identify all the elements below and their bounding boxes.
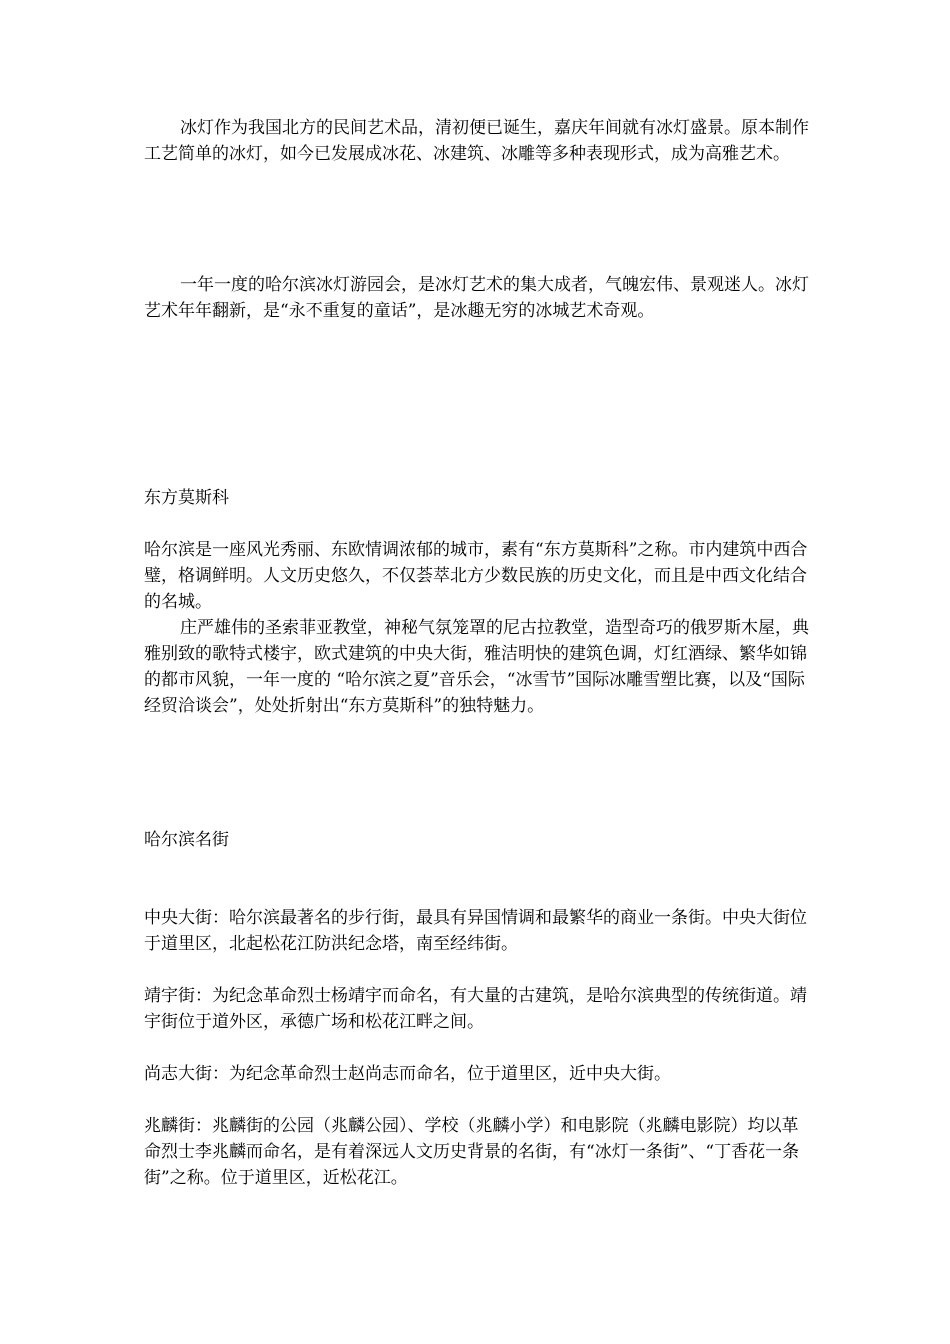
heading-famous-streets: 哈尔滨名街 xyxy=(144,830,229,850)
paragraph-ice-lantern-festival: 一年一度的哈尔滨冰灯游园会，是冰灯艺术的集大成者，气魄宏伟、景观迷人。冰灯艺术年年翻新，是“永不重复的童话”，是冰趣无穷的冰城艺术奇观。 xyxy=(144,275,809,321)
paragraph-ice-lantern-history: 冰灯作为我国北方的民间艺术品，清初便已诞生，嘉庆年间就有冰灯盛景。原本制作工艺简单的冰灯，如今已发展成冰花、冰建筑、冰雕等多种表现形式，成为高雅艺术。 xyxy=(144,118,809,164)
paragraph-eastern-moscow-intro: 哈尔滨是一座风光秀丽、东欧情调浓郁的城市，素有“东方莫斯科”之称。市内建筑中西合璧，格调鲜明。人文历史悠久，不仅荟萃北方少数民族的历史文化，而且是中西文化结合的名城。 xyxy=(144,540,808,612)
street-item-zhaolin-street: 兆麟街：兆麟街的公园（兆麟公园）、学校（兆麟小学）和电影院（兆麟电影院）均以革命烈士李兆麟而命名，是有着深远人文历史背景的名街，有“冰灯一条街”、“丁香花一条街”之称。位于道里区，近松花江。 xyxy=(144,1116,800,1188)
paragraph-eastern-moscow-architecture: 庄严雄伟的圣索菲亚教堂，神秘气氛笼罩的尼古拉教堂，造型奇巧的俄罗斯木屋，典雅别致的歌特式楼宇，欧式建筑的中央大街，雅洁明快的建筑色调，灯红酒绿、繁华如锦的都市风貌，一年一度的 “哈尔滨之夏”音乐会，“冰雪节”国际冰雕雪塑比赛，以及“国际经贸洽谈会”，处处折射出“东方莫斯科”的独特魅力。 xyxy=(144,618,809,716)
street-item-jingyu-street: 靖宇街：为纪念革命烈士杨靖宇而命名，有大量的古建筑，是哈尔滨典型的传统街道。靖宇街位于道外区，承德广场和松花江畔之间。 xyxy=(144,986,807,1032)
street-item-shangzhi-avenue: 尚志大街：为纪念革命烈士赵尚志而命名，位于道里区，近中央大街。 xyxy=(144,1064,671,1084)
street-item-central-avenue: 中央大街：哈尔滨最著名的步行街，最具有异国情调和最繁华的商业一条街。中央大街位于道里区，北起松花江防洪纪念塔，南至经纬街。 xyxy=(144,908,807,954)
heading-eastern-moscow: 东方莫斯科 xyxy=(144,488,229,508)
